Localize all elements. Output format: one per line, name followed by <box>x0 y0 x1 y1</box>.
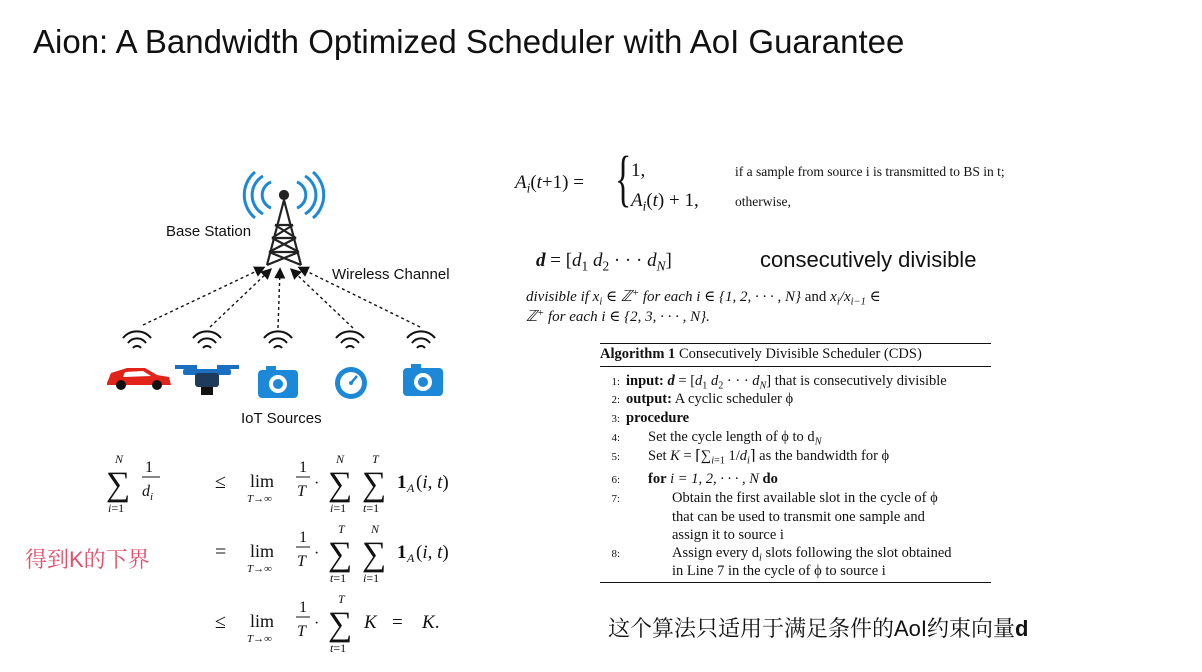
algo-line-4: 4: Set the cycle length of ϕ to $d_N$ <box>611 429 822 448</box>
svg-text:1: 1 <box>299 529 307 546</box>
svg-text:T→∞: T→∞ <box>247 563 272 575</box>
svg-text:=: = <box>215 541 227 563</box>
case1-value: 1, <box>631 160 646 181</box>
case2-condition: otherwise, <box>735 194 791 209</box>
drone-icon <box>175 365 239 395</box>
svg-text:lim: lim <box>250 611 275 631</box>
definition-line-1: divisible if $x_i$ ∈ ℤ+ for each i ∈ {1, 2, · · · , N} and $x_i/x_{i-1}$ ∈ <box>526 287 881 308</box>
algo-line-2: 2: output: A cyclic scheduler ϕ <box>611 391 794 407</box>
applicability-note: 这个算法只适用于满足条件的AoI约束向量d <box>608 616 1029 641</box>
consecutively-divisible-label: consecutively divisible <box>760 247 977 272</box>
svg-text:T: T <box>297 483 306 500</box>
base-station-tower-icon <box>267 191 301 265</box>
svg-text:t=1: t=1 <box>330 571 347 585</box>
algo-line-8b: in Line 7 in the cycle of ϕ to source i <box>672 563 886 579</box>
svg-text:i=1: i=1 <box>330 501 347 515</box>
svg-text:1: 1 <box>299 599 307 616</box>
network-diagram-graphic <box>95 170 475 440</box>
svg-text:T: T <box>372 452 379 466</box>
derivation-graphic <box>100 450 520 665</box>
svg-text:·: · <box>314 615 320 632</box>
svg-text:N: N <box>336 452 345 466</box>
svg-text:·: · <box>314 545 320 562</box>
algo-line-1: 1: input: $d = [d_1$ $d_2$ · · · $d_N$] that is consecutively divisible <box>611 373 947 392</box>
svg-text:∑: ∑ <box>328 466 353 503</box>
svg-text:lim: lim <box>250 541 275 561</box>
svg-text:N: N <box>115 452 124 466</box>
slide-title: Aion: A Bandwidth Optimized Scheduler with AoI Guarantee <box>33 23 905 60</box>
aoi-update-equation <box>515 145 1055 220</box>
svg-text:1: 1 <box>397 472 407 493</box>
lower-bound-derivation <box>100 450 520 665</box>
svg-text:=: = <box>392 612 403 633</box>
algorithm-title: Algorithm 1 Consecutively Divisible Scheduler (CDS) <box>600 346 922 362</box>
svg-text:(i, t): (i, t) <box>416 472 449 493</box>
svg-text:T: T <box>297 623 306 640</box>
svg-text:∑: ∑ <box>328 606 353 643</box>
svg-text:T: T <box>338 522 345 536</box>
svg-text:∑: ∑ <box>106 466 131 503</box>
base-station-label: Base Station <box>166 223 252 240</box>
wifi-icons <box>123 331 435 348</box>
svg-text:N: N <box>371 522 380 536</box>
svg-text:K.: K. <box>422 612 440 633</box>
camera-icon <box>258 366 298 398</box>
iot-sources-label: IoT Sources <box>241 410 322 427</box>
wireless-channel-label: Wireless Channel <box>332 266 450 283</box>
svg-text:·: · <box>314 475 320 492</box>
algorithm-box <box>600 343 991 585</box>
svg-text:K: K <box>364 612 377 633</box>
svg-text:∑: ∑ <box>362 466 387 503</box>
svg-text:T: T <box>338 592 345 606</box>
case1-condition: if a sample from source i is transmitted to BS in t; <box>735 164 1005 179</box>
algo-line-8: 8: Assign every $d_i$ slots following the slot obtained <box>611 545 952 564</box>
algo-line-7: 7: Obtain the first available slot in the cycle of ϕ <box>611 490 938 506</box>
svg-text:i=1: i=1 <box>108 501 125 515</box>
svg-text:lim: lim <box>250 471 275 491</box>
svg-text:t=1: t=1 <box>363 501 380 515</box>
brace: { <box>615 145 632 213</box>
gauge-icon <box>335 367 367 399</box>
svg-text:1: 1 <box>397 542 407 563</box>
svg-text:T→∞: T→∞ <box>247 633 272 645</box>
svg-text:T: T <box>297 553 306 570</box>
aoi-equation-lhs: $A_i(t+1)$ = <box>515 172 584 196</box>
lower-bound-note: 得到K的下界 <box>25 547 150 572</box>
network-diagram <box>95 170 475 440</box>
camera-icon <box>403 364 443 396</box>
definition-line-2: ℤ+ for each i ∈ {2, 3, · · · , N}. <box>526 307 710 325</box>
vector-d-equation: $d = [d_1$ $d_2$ · · · $d_N$] <box>536 250 672 274</box>
svg-text:A: A <box>407 551 415 565</box>
svg-text:∑: ∑ <box>328 536 353 573</box>
svg-text:i=1: i=1 <box>363 571 380 585</box>
svg-text:A: A <box>407 481 415 495</box>
algorithm-lines <box>600 367 991 577</box>
svg-text:1: 1 <box>145 459 153 476</box>
algo-line-7b: that can be used to transmit one sample and <box>672 509 925 525</box>
algo-line-6: 6: for i = 1, 2, · · · , N do <box>611 471 778 487</box>
svg-text:(i, t): (i, t) <box>416 542 449 563</box>
svg-text:≤: ≤ <box>215 471 226 493</box>
svg-text:T→∞: T→∞ <box>247 493 272 505</box>
svg-text:di: $d_i$ <box>142 483 154 503</box>
car-icon <box>107 368 171 390</box>
svg-text:1: 1 <box>299 459 307 476</box>
algo-line-3: 3: procedure <box>611 410 690 426</box>
svg-text:≤: ≤ <box>215 611 226 633</box>
case2-value: $A_i(t) + 1$, <box>631 190 699 214</box>
algo-line-7c: assign it to source i <box>672 527 784 543</box>
svg-text:∑: ∑ <box>362 536 387 573</box>
algo-line-5: 5: Set $K = ⌈\sum_{i=1}$ $1/d_i⌉$ as the bandwidth for ϕ <box>611 448 890 467</box>
svg-text:t=1: t=1 <box>330 641 347 655</box>
